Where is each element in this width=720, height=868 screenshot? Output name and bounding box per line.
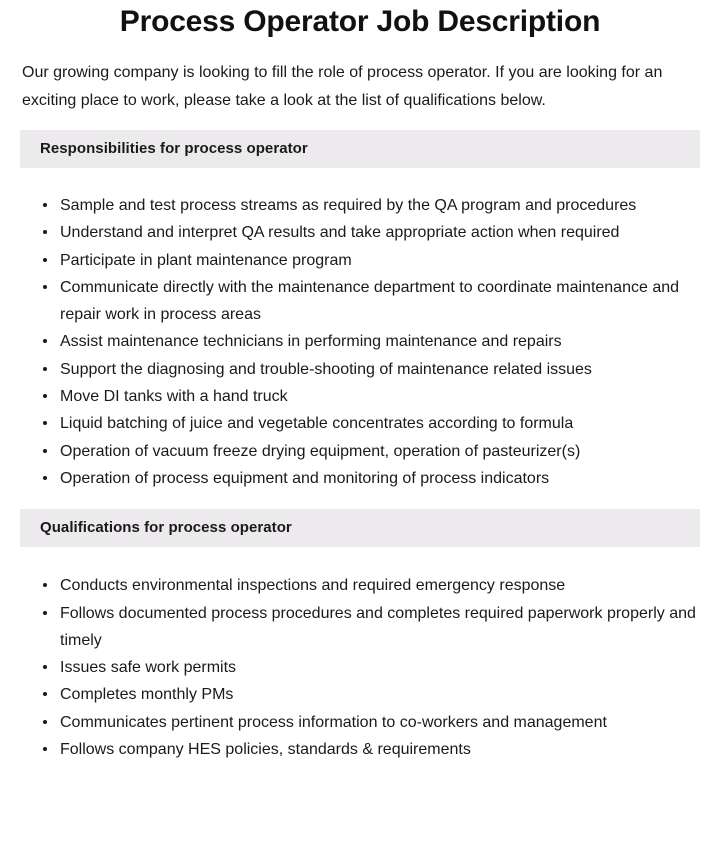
page-title: Process Operator Job Description bbox=[119, 5, 601, 38]
qualifications-list bbox=[0, 572, 720, 763]
bullet-icon bbox=[43, 339, 47, 343]
responsibilities-list bbox=[0, 192, 720, 492]
bullet-icon bbox=[43, 367, 47, 371]
list-item-label: Operation of vacuum freeze drying equipment, operation of pasteurizer(s) bbox=[60, 442, 581, 460]
bullet-icon bbox=[43, 258, 47, 262]
section-qualifications bbox=[0, 509, 720, 763]
list-item bbox=[0, 572, 720, 599]
bullet-icon bbox=[43, 449, 47, 453]
list-item bbox=[0, 465, 720, 492]
list-item-label: Completes monthly PMs bbox=[60, 686, 234, 704]
section-responsibilities bbox=[0, 130, 720, 492]
list-item bbox=[0, 654, 720, 681]
list-item bbox=[0, 600, 720, 655]
list-item bbox=[0, 410, 720, 437]
list-item bbox=[0, 247, 720, 274]
list-item-label: Support the diagnosing and trouble-shooting of maintenance related issues bbox=[60, 360, 592, 378]
list-item-label: Operation of process equipment and monitoring of process indicators bbox=[60, 469, 550, 487]
list-item bbox=[0, 736, 720, 763]
list-item bbox=[0, 709, 720, 736]
list-item-label: Liquid batching of juice and vegetable concentrates according to formula bbox=[60, 415, 574, 433]
bullet-icon bbox=[43, 476, 47, 480]
list-item bbox=[0, 219, 720, 246]
bullet-icon bbox=[43, 285, 47, 289]
bullet-icon bbox=[43, 583, 47, 587]
bullet-icon bbox=[43, 692, 47, 696]
list-item-label: Move DI tanks with a hand truck bbox=[60, 388, 288, 406]
list-item bbox=[0, 328, 720, 355]
list-item-label: Sample and test process streams as required by the QA program and procedures bbox=[60, 197, 637, 214]
bullet-icon bbox=[43, 747, 47, 751]
section-header-qualifications bbox=[20, 509, 700, 547]
bullet-icon bbox=[43, 203, 47, 207]
section-heading-label: Qualifications for process operator bbox=[40, 519, 292, 537]
list-item-label: Conducts environmental inspections and required emergency response bbox=[60, 577, 566, 595]
list-item-label: Participate in plant maintenance program bbox=[60, 251, 352, 269]
list-item-label: Assist maintenance technicians in performing maintenance and repairs bbox=[60, 333, 562, 351]
list-item bbox=[0, 681, 720, 708]
list-item bbox=[0, 274, 720, 329]
bullet-icon bbox=[43, 720, 47, 724]
bullet-icon bbox=[43, 230, 47, 234]
intro-paragraph: Our growing company is looking to fill the role of process operator. If you are looking for an exciting place to work, please take a look at the list of qualifications below. bbox=[22, 64, 663, 109]
list-item-label: Follows documented process procedures and completes required paperwork properly and timely bbox=[60, 604, 696, 649]
list-item-label: Issues safe work permits bbox=[60, 659, 237, 677]
bullet-icon bbox=[43, 665, 47, 669]
list-item bbox=[0, 438, 720, 465]
bullet-icon bbox=[43, 394, 47, 398]
list-item-label: Communicates pertinent process information to co-workers and management bbox=[60, 713, 607, 731]
list-item bbox=[0, 192, 720, 219]
list-item-label: Follows company HES policies, standards & requirements bbox=[60, 741, 471, 759]
list-item bbox=[0, 356, 720, 383]
bullet-icon bbox=[43, 611, 47, 615]
section-header-responsibilities bbox=[20, 130, 700, 168]
bullet-icon bbox=[43, 421, 47, 425]
list-item bbox=[0, 383, 720, 410]
section-heading-label: Responsibilities for process operator bbox=[40, 140, 308, 157]
list-item-label: Communicate directly with the maintenance department to coordinate maintenance and repair work in process areas bbox=[60, 278, 680, 324]
list-item-label: Understand and interpret QA results and take appropriate action when required bbox=[60, 224, 620, 242]
